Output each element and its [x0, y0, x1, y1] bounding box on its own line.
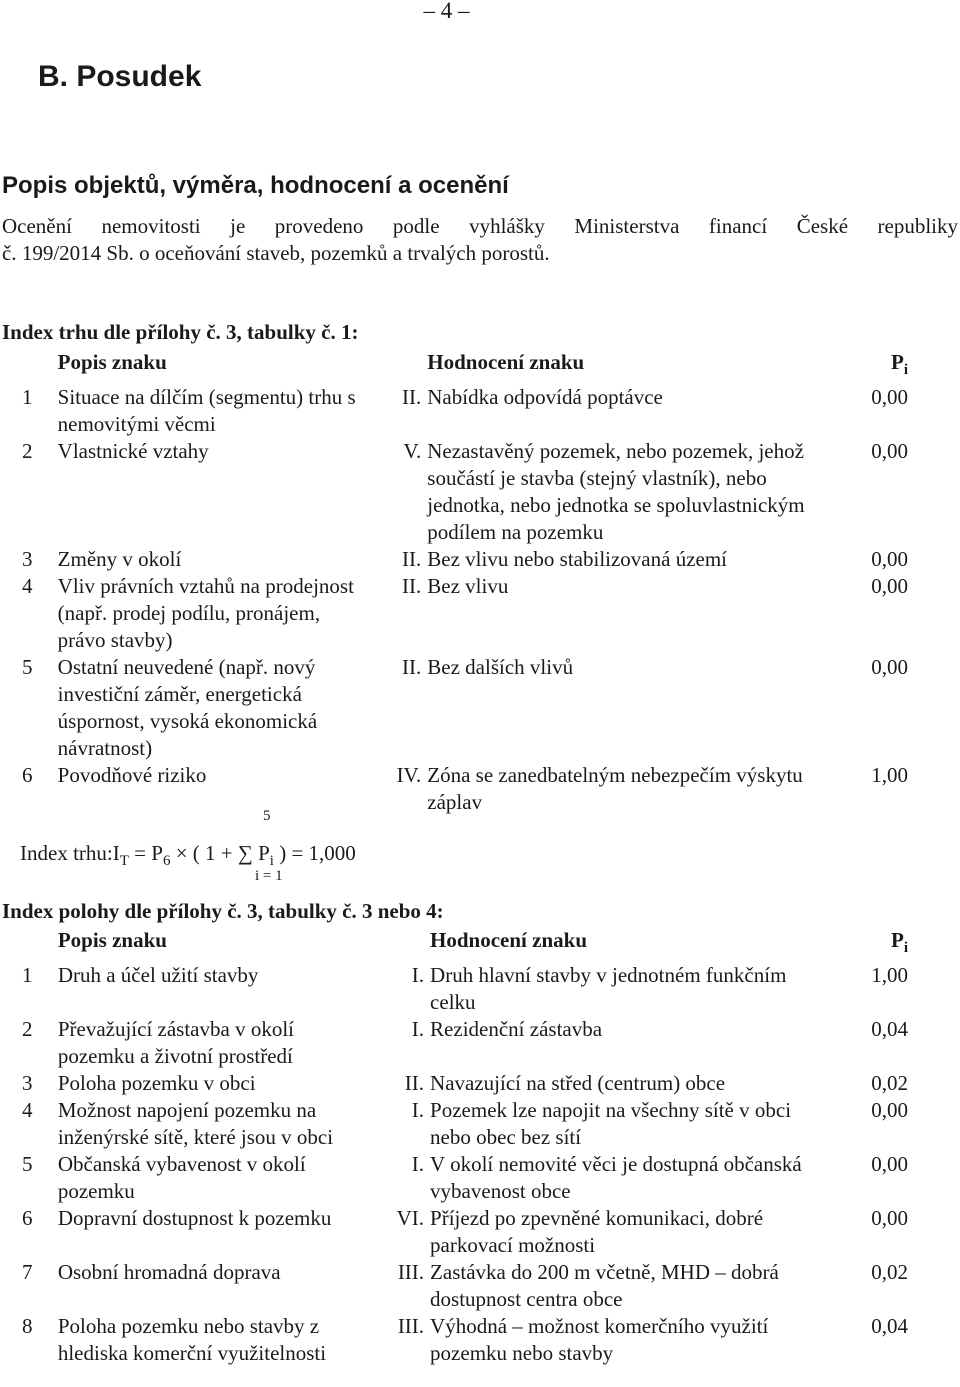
row-p-value: 1,00	[871, 763, 908, 788]
table-row	[0, 762, 960, 816]
row-p-value: 0,00	[871, 574, 908, 599]
row-rating-text: Zóna se zanedbatelným nebezpečím výskytu záplav	[427, 763, 803, 815]
table-row	[0, 1070, 960, 1097]
row-p-value: 1,00	[871, 963, 908, 988]
row-number: 2	[22, 439, 33, 464]
row-p-value: 0,00	[871, 1152, 908, 1177]
column-header-description: Popis znaku	[57, 928, 167, 952]
row-description: Dopravní dostupnost k pozemku	[57, 1206, 332, 1231]
market-index-title: Index trhu dle přílohy č. 3, tabulky č. 1:	[2, 320, 359, 344]
row-p-value: 0,00	[871, 1098, 908, 1123]
row-rating-text: Nabídka odpovídá poptávce	[427, 385, 663, 410]
row-number: 5	[22, 655, 33, 680]
row-rating-text: V okolí nemovité věci je dostupná občanská vybavenost obce	[430, 1152, 802, 1204]
row-description: Vlastnické vztahy	[57, 439, 209, 464]
table-header-row	[0, 927, 960, 962]
table-row	[0, 1205, 960, 1259]
table-row	[0, 962, 960, 1016]
table-row	[0, 438, 960, 546]
column-header-description: Popis znaku	[57, 350, 167, 374]
row-p-value: 0,00	[871, 655, 908, 680]
row-rating-level: II.	[402, 655, 422, 680]
row-p-value: 0,02	[871, 1260, 908, 1285]
row-rating-level: II.	[404, 1071, 425, 1096]
row-number: 7	[22, 1260, 33, 1285]
row-rating-level: V.	[403, 439, 422, 464]
row-description: Vliv právních vztahů na prodejnost (např. prodej podílu, pronájem, právo stavby)	[57, 574, 354, 653]
row-rating-level: I.	[411, 1098, 425, 1123]
row-rating-level: I.	[411, 1017, 425, 1042]
row-rating-level: III.	[397, 1260, 425, 1285]
row-rating-text: Bez vlivu nebo stabilizovaná území	[427, 547, 728, 572]
row-description: Povodňové riziko	[57, 763, 207, 788]
row-number: 5	[22, 1152, 33, 1177]
row-rating-text: Pozemek lze napojit na všechny sítě v obci nebo obec bez sítí	[430, 1098, 792, 1150]
row-number: 1	[22, 385, 33, 410]
table-row	[0, 384, 960, 438]
row-rating-text: Bez vlivu	[427, 574, 509, 599]
row-rating-level: III.	[397, 1314, 425, 1339]
row-rating-level: II.	[402, 547, 422, 572]
row-description: Druh a účel užití stavby	[57, 963, 259, 988]
row-number: 3	[22, 547, 33, 572]
column-header-rating: Hodnocení znaku	[427, 350, 585, 374]
row-rating-text: Rezidenční zástavba	[430, 1017, 603, 1042]
sigma-symbol: ∑	[237, 841, 253, 865]
row-number: 8	[22, 1314, 33, 1339]
row-description: Osobní hromadná doprava	[57, 1260, 281, 1285]
column-header-p: $P_i$	[891, 928, 908, 957]
row-number: 6	[22, 1206, 33, 1231]
table-row	[0, 573, 960, 654]
intro-paragraph	[2, 213, 958, 267]
row-rating-text: Příjezd po zpevněné komunikaci, dobré parkovací možnosti	[430, 1206, 764, 1258]
row-number: 3	[22, 1071, 33, 1096]
sum-upper-limit: 5	[263, 808, 271, 824]
table-row	[0, 1151, 960, 1205]
row-number: 1	[22, 963, 33, 988]
row-rating-text: Bez dalších vlivů	[427, 655, 574, 680]
row-rating-level: I.	[411, 1152, 425, 1177]
row-description: Možnost napojení pozemku na inženýrské sítě, které jsou v obci	[57, 1098, 334, 1150]
row-rating-level: II.	[402, 385, 422, 410]
column-header-p: $P_i$	[891, 350, 908, 379]
row-number: 2	[22, 1017, 33, 1042]
row-rating-level: VI.	[396, 1206, 425, 1231]
table-row	[0, 1097, 960, 1151]
row-p-value: 0,04	[871, 1017, 908, 1042]
row-p-value: 0,00	[871, 385, 908, 410]
row-number: 4	[22, 1098, 33, 1123]
sum-lower-limit: i = 1	[255, 868, 283, 884]
row-p-value: 0,04	[871, 1314, 908, 1339]
row-p-value: 0,00	[871, 1206, 908, 1231]
row-number: 6	[22, 763, 33, 788]
table-row	[0, 654, 960, 762]
row-rating-level: II.	[402, 574, 422, 599]
row-description: Změny v okolí	[57, 547, 182, 572]
row-description: Ostatní neuvedené (např. nový investiční záměr, energetická úspornost, vysoká ekonomická návratnost)	[57, 655, 318, 761]
row-description: Poloha pozemku nebo stavby z hlediska komerční využitelnosti	[57, 1314, 327, 1366]
row-rating-text: Navazující na střed (centrum) obce	[430, 1071, 726, 1096]
location-index-title: Index polohy dle přílohy č. 3, tabulky č. 3 nebo 4:	[2, 899, 444, 923]
section-title: B. Posudek	[38, 60, 202, 93]
row-rating-level: I.	[411, 963, 425, 988]
table-header-row	[0, 349, 960, 384]
intro-line-1: Ocenění nemovitosti je provedeno podle vyhlášky Ministerstva financí České republiky	[2, 214, 958, 238]
row-p-value: 0,00	[871, 547, 908, 572]
row-p-value: 0,02	[871, 1071, 908, 1096]
row-number: 4	[22, 574, 33, 599]
row-description: Převažující zástavba v okolí pozemku a životní prostředí	[57, 1017, 294, 1069]
page-heading: Popis objektů, výměra, hodnocení a ocenění	[2, 172, 509, 199]
page-number: – 4 –	[423, 0, 470, 23]
row-rating-text: Nezastavěný pozemek, nebo pozemek, jehož součástí je stavba (stejný vlastník), nebo jednotka, nebo jednotka se spoluvlastnickým podílem na pozemku	[427, 439, 805, 545]
formula-expression: Index $trhu:I_T = P_6$ × ( 1 + ∑ $P_i$ ) = 1,000	[20, 841, 356, 870]
formula-result: = 1,000	[286, 841, 356, 865]
table-row	[0, 1016, 960, 1070]
location-index-table	[0, 927, 960, 1367]
table-row	[0, 1313, 960, 1367]
row-rating-text: Zastávka do 200 m včetně, MHD – dobrá dostupnost centra obce	[430, 1260, 779, 1312]
row-p-value: 0,00	[871, 439, 908, 464]
market-index-table	[0, 349, 960, 816]
table-row	[0, 1259, 960, 1313]
row-rating-text: Druh hlavní stavby v jednotném funkčním celku	[430, 963, 787, 1015]
row-description: Situace na dílčím (segmentu) trhu s nemovitými věcmi	[57, 385, 356, 437]
row-description: Poloha pozemku v obci	[57, 1071, 256, 1096]
row-description: Občanská vybavenost v okolí pozemku	[57, 1152, 306, 1204]
row-rating-text: Výhodná – možnost komerčního využití pozemku nebo stavby	[430, 1314, 769, 1366]
row-rating-level: IV.	[396, 763, 422, 788]
intro-line-2: č. 199/2014 Sb. o oceňování staveb, pozemků a trvalých porostů.	[2, 241, 550, 265]
table-row	[0, 546, 960, 573]
column-header-rating: Hodnocení znaku	[430, 928, 588, 952]
